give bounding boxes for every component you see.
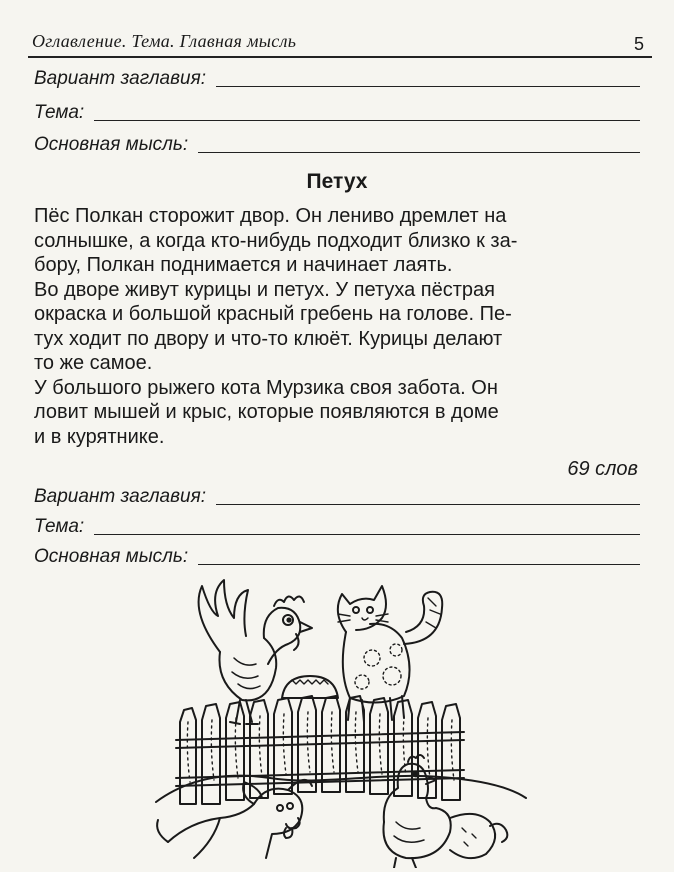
theme-field-top[interactable] (34, 98, 640, 124)
cat-icon (338, 586, 442, 722)
answer-line[interactable] (94, 516, 640, 535)
answer-line[interactable] (94, 102, 640, 121)
main-idea-field-bottom[interactable] (34, 542, 640, 568)
story-line: то же самое. (34, 352, 153, 374)
story-paragraph-2 (34, 278, 642, 376)
main-idea-field-top[interactable] (34, 130, 640, 156)
story-paragraph-3 (34, 376, 642, 450)
theme-field-bottom[interactable] (34, 512, 640, 538)
page-header (28, 26, 652, 58)
bowl-icon (282, 676, 338, 698)
story-text (34, 204, 642, 449)
fence-icon (176, 696, 464, 804)
answer-line[interactable] (198, 546, 640, 565)
story-line: Пёс Полкан сторожит двор. Он лениво дремлет на (34, 205, 507, 227)
title-variant-field-top[interactable] (34, 64, 640, 90)
answer-line[interactable] (198, 134, 640, 153)
story-line: бору, Полкан поднимается и начинает лаять. (34, 254, 453, 276)
field-label: Основная мысль: (34, 546, 189, 567)
farmyard-illustration (150, 572, 530, 868)
field-label: Вариант заглавия: (34, 486, 207, 507)
story-line: солнышке, а когда кто-нибудь подходит близко к за- (34, 229, 518, 252)
answer-line[interactable] (216, 68, 640, 87)
field-label: Вариант заглавия: (34, 68, 207, 89)
story-line: тух ходит по двору и что-то клюёт. Курицы делают (34, 327, 503, 350)
story-line: У большого рыжего кота Мурзика своя забота. Он (34, 376, 498, 399)
answer-line[interactable] (216, 486, 640, 505)
word-count: 69 слов (567, 458, 638, 480)
page-number: 5 (633, 34, 644, 54)
title-variant-field-bottom[interactable] (34, 482, 640, 508)
field-label: Тема: (34, 516, 85, 537)
field-label: Тема: (34, 102, 85, 123)
story-line: и в курятнике. (34, 425, 165, 448)
story-paragraph-1 (34, 204, 642, 278)
story-line: ловит мышей и крыс, которые появляются в доме (34, 401, 499, 423)
story-line: Во дворе живут курицы и петух. У петуха пёстрая (34, 278, 495, 301)
section-title: Оглавление. Тема. Главная мысль (32, 31, 297, 51)
field-label: Основная мысль: (34, 134, 189, 155)
story-title: Петух (306, 170, 368, 193)
story-line: окраска и большой красный гребень на голове. Пе- (34, 303, 512, 325)
